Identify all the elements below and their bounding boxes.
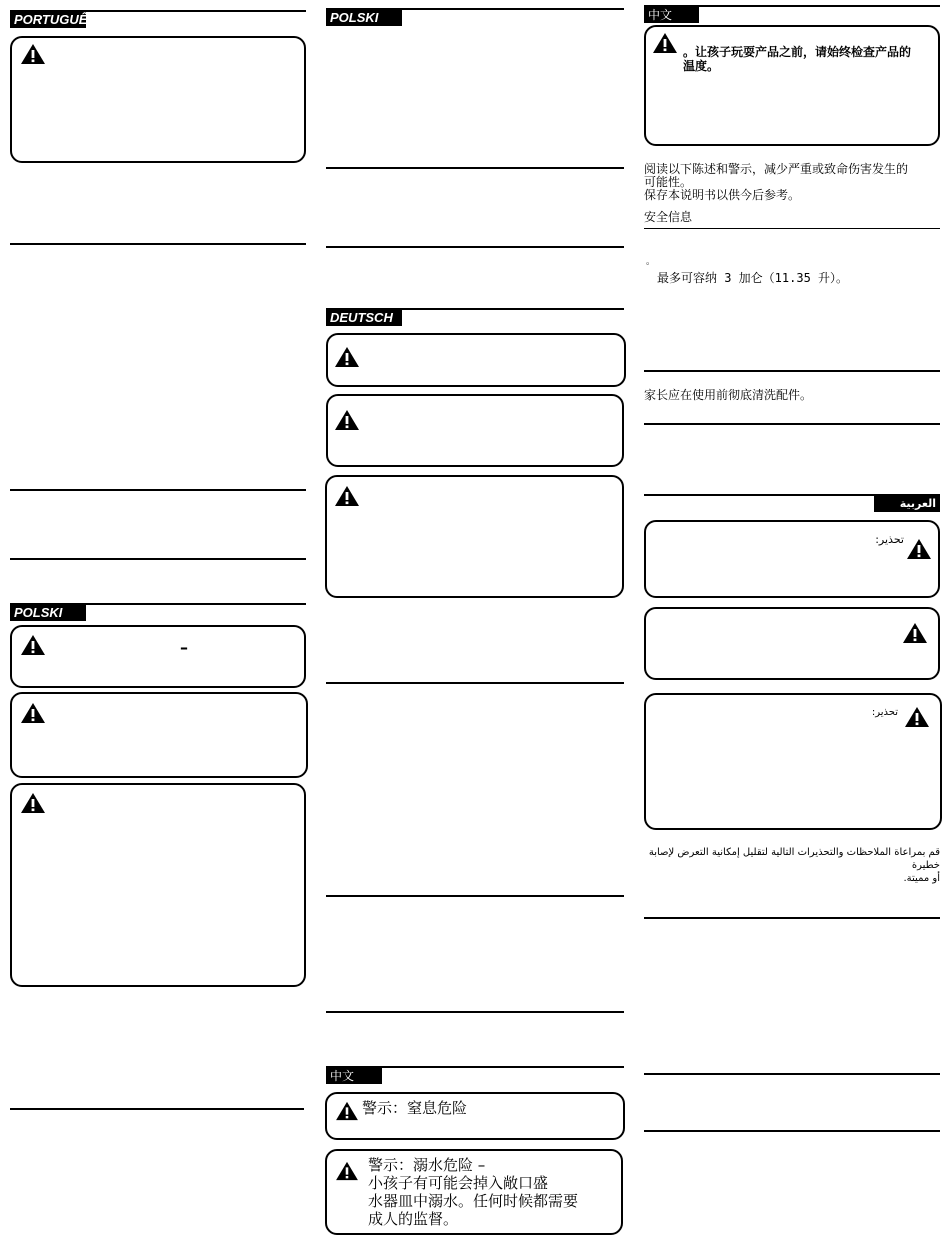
rule (644, 1130, 940, 1132)
warning-box (644, 607, 940, 680)
warning-label: تحذير: (875, 533, 904, 546)
rule (10, 1108, 304, 1110)
safety-intro: 阅读以下陈述和警示，减少严重或致命伤害发生的 可能性。 保存本说明书以供今后参考。 (644, 162, 909, 202)
rule (326, 895, 624, 897)
warning-label: تحذير: (871, 707, 898, 718)
drowning-warning-text: 警示：溺水危险 – 小孩子有可能会掉入敞口盛 水器皿中溺水。任何时候都需要 成人的监督。 (368, 1156, 579, 1228)
language-tag-arabic: العربية (874, 496, 940, 512)
rule (326, 246, 624, 248)
warning-box (10, 692, 308, 778)
arabic-intro: قم بمراعاة الملاحظات والتحذيرات التالية لتقليل إمكانية التعرض لإصابة خطيرة أو مميتة. (648, 847, 940, 884)
warning-box (10, 783, 306, 987)
choking-warning-text: 警示：窒息危险 (362, 1099, 468, 1117)
language-tag-polish: POLSKI (326, 10, 402, 26)
warning-box (326, 394, 624, 467)
rule (326, 167, 624, 169)
language-tag-polish: POLSKI (10, 605, 86, 621)
rule (326, 1011, 624, 1013)
rule (10, 243, 306, 245)
warning-box (10, 36, 306, 163)
rule (326, 682, 624, 684)
warning-dash: – (180, 638, 188, 657)
rule (10, 558, 306, 560)
rule (644, 370, 940, 372)
capacity-text: 最多可容纳 3 加仑（11.35 升）。 (657, 271, 849, 285)
language-tag-chinese: 中文 (326, 1068, 382, 1084)
stray-mark: 。 (646, 257, 656, 267)
language-tag-chinese: 中文 (644, 7, 699, 23)
warning-box (325, 475, 624, 598)
rule (644, 228, 940, 229)
parents-text: 家长应在使用前彻底清洗配件。 (644, 388, 813, 402)
warning-box (644, 25, 940, 146)
safety-heading: 安全信息 (644, 210, 693, 224)
rule (644, 423, 940, 425)
language-tag-portuguese: PORTUGUÊS (10, 12, 86, 28)
rule (644, 917, 940, 919)
language-tag-german: DEUTSCH (326, 310, 402, 326)
warning-box (10, 625, 306, 688)
rule (644, 1073, 940, 1075)
temperature-warning-text: 。让孩子玩耍产品之前，请始终检查产品的 温度。 (683, 45, 912, 73)
rule (10, 489, 306, 491)
warning-box (326, 333, 626, 387)
